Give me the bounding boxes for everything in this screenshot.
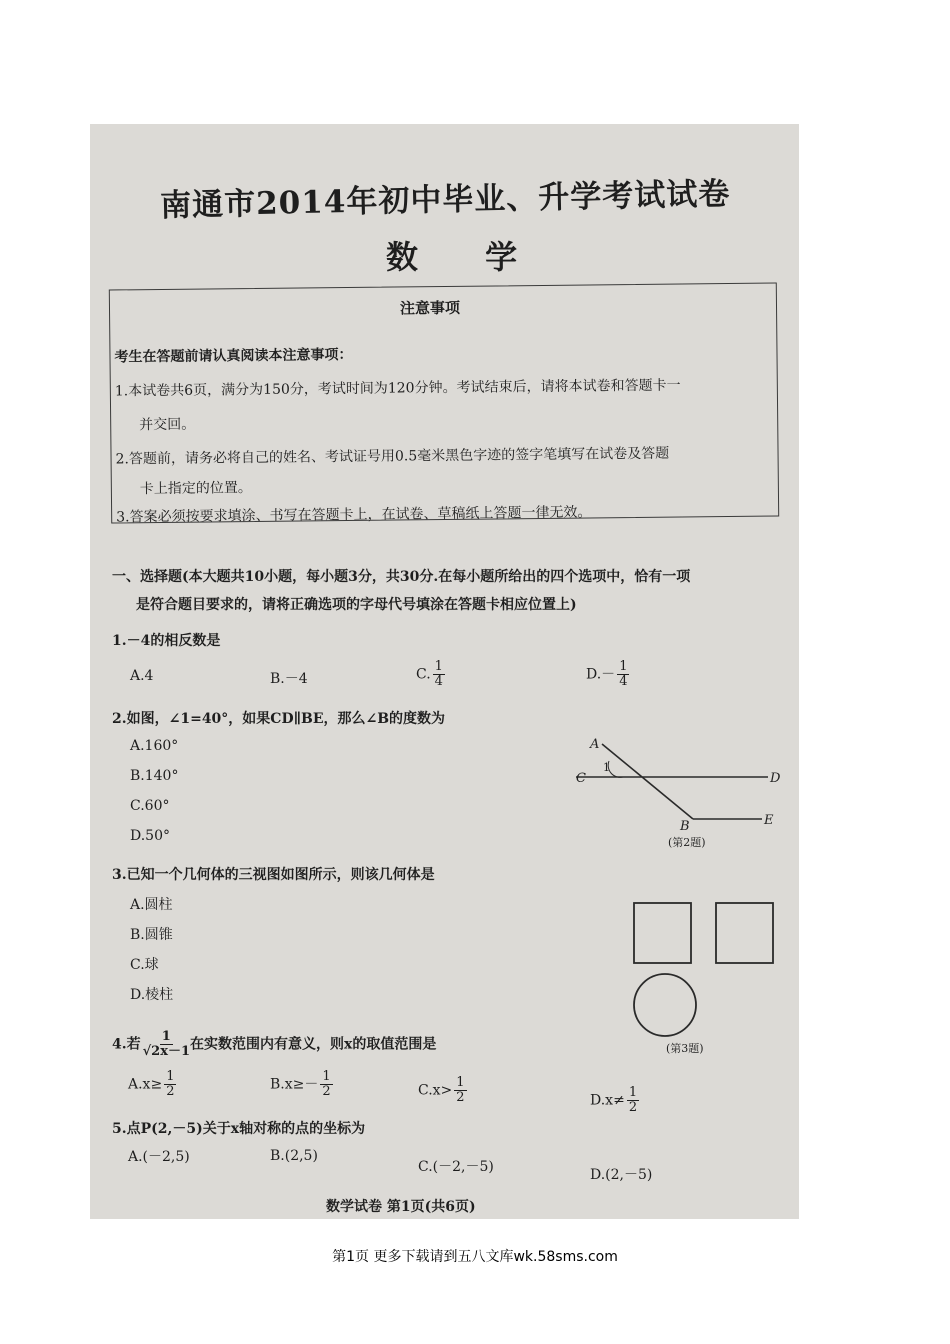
q3-option-c: C.球 <box>130 957 159 973</box>
q4-d-numerator: 1 <box>628 1085 638 1100</box>
q2-option-d: D.50° <box>130 828 170 844</box>
q1-stem: 1.－4的相反数是 <box>112 633 221 649</box>
q1-option-c-label: C. <box>416 666 431 683</box>
q4-option-b-fraction <box>320 1070 332 1099</box>
q4-option-d-label: D.x≠ <box>590 1092 625 1109</box>
q2-option-b: B.140° <box>130 768 179 784</box>
q4-stem-suffix: 在实数范围内有意义，则x的取值范围是 <box>190 1036 437 1053</box>
q4-option-c-fraction <box>454 1076 466 1105</box>
exam-page-footer: 数学试卷 第1页(共6页) <box>326 1199 476 1215</box>
q5-option-c: C.(－2,－5) <box>418 1159 494 1175</box>
q2-option-a: A.160° <box>130 738 179 754</box>
notice-heading: 注意事项 <box>399 298 461 318</box>
q4-b-denominator: 2 <box>322 1084 331 1099</box>
q1-option-c-fraction <box>433 660 445 689</box>
q1-option-d <box>586 660 629 689</box>
notice-item-1: 1.本试卷共6页，满分为150分，考试时间为120分钟。考试结束后，请将本试卷和答题卡一 <box>114 377 681 400</box>
front-view-square <box>634 903 691 963</box>
section-1-line-1: 一、选择题(本大题共10小题，每小题3分，共30分.在每小题所给出的四个选项中，恰有一项 <box>112 569 691 585</box>
notice-item-3: 3.答案必须按要求填涂、书写在答题卡上，在试卷、草稿纸上答题一律无效。 <box>116 504 592 526</box>
point-b-label: B <box>680 819 690 834</box>
q4-option-c <box>418 1076 467 1105</box>
q4-d-denominator: 2 <box>628 1100 638 1115</box>
q4-option-b-label: B.x≥－ <box>270 1076 319 1093</box>
q1-d-numerator: 1 <box>619 659 628 674</box>
line-ab <box>602 744 693 819</box>
q2-figure-caption: (第2题) <box>668 836 706 849</box>
q4-option-a-fraction <box>164 1070 176 1099</box>
q4-stem-denominator: √2x－1 <box>142 1044 191 1059</box>
notice-item-1-cont: 并交回。 <box>139 416 196 434</box>
exam-subject: 数 学 <box>386 238 546 276</box>
notice-intro: 考生在答题前请认真阅读本注意事项： <box>114 346 353 366</box>
notice-box <box>109 283 779 524</box>
q4-a-denominator: 2 <box>166 1084 175 1099</box>
q3-stem: 3.已知一个几何体的三视图如图所示，则该几何体是 <box>112 867 435 883</box>
q2-stem: 2.如图，∠1=40°，如果CD∥BE，那么∠B的度数为 <box>112 711 446 727</box>
q4-stem-numerator: 1 <box>161 1029 171 1044</box>
point-d-label: D <box>770 771 781 786</box>
q5-option-d: D.(2,－5) <box>590 1167 653 1183</box>
q5-option-a: A.(－2,5) <box>128 1149 190 1165</box>
q4-c-numerator: 1 <box>456 1075 465 1090</box>
q4-option-c-label: C.x> <box>418 1082 453 1099</box>
side-view-square <box>716 903 773 963</box>
notice-item-2: 2.答题前，请务必将自己的姓名、考试证号用0.5毫米黑色字迹的签字笔填写在试卷及答题 <box>115 445 670 468</box>
section-1-line-2: 是符合题目要求的，请将正确选项的字母代号填涂在答题卡相应位置上) <box>136 597 577 613</box>
q1-c-numerator: 1 <box>434 659 443 674</box>
q1-option-a: A.4 <box>130 668 154 684</box>
point-e-label: E <box>764 813 774 828</box>
q4-option-a <box>128 1070 176 1099</box>
q4-b-numerator: 1 <box>322 1069 331 1084</box>
q2-option-c: C.60° <box>130 798 170 814</box>
q1-option-c <box>416 660 445 689</box>
q1-c-denominator: 4 <box>434 674 443 689</box>
q3-option-a: A.圆柱 <box>130 897 173 913</box>
q4-option-a-label: A.x≥ <box>128 1076 163 1093</box>
q1-option-d-fraction <box>617 660 629 689</box>
q4-c-denominator: 2 <box>456 1090 465 1105</box>
q3-option-b: B.圆锥 <box>130 927 173 943</box>
point-a-label: A <box>590 737 600 752</box>
q1-d-denominator: 4 <box>619 674 628 689</box>
q4-stem <box>112 1030 436 1059</box>
q1-option-d-label: D.－ <box>586 666 616 683</box>
exam-title: 南通市2014年初中毕业、升学考试试卷 <box>159 176 731 224</box>
top-view-circle <box>634 974 696 1036</box>
q3-figure <box>630 899 780 1059</box>
point-c-label: C <box>576 771 586 786</box>
q4-option-d <box>590 1086 639 1115</box>
q4-a-numerator: 1 <box>166 1069 175 1084</box>
q3-option-d: D.棱柱 <box>130 987 174 1003</box>
notice-item-2-cont: 卡上指定的位置。 <box>139 480 252 498</box>
angle-1-arc <box>608 761 623 777</box>
q4-stem-fraction <box>143 1030 190 1059</box>
q4-stem-prefix: 4.若 <box>112 1036 141 1053</box>
q3-figure-caption: (第3题) <box>666 1042 704 1055</box>
q4-option-b <box>270 1070 333 1099</box>
angle-1-label: 1 <box>603 761 610 774</box>
q5-stem: 5.点P(2,－5)关于x轴对称的点的坐标为 <box>112 1121 366 1137</box>
q2-figure <box>576 734 786 854</box>
q5-option-b: B.(2,5) <box>270 1148 318 1164</box>
q1-option-b: B.－4 <box>270 671 308 687</box>
exam-photo <box>90 124 799 1219</box>
q4-option-d-fraction <box>627 1086 639 1115</box>
download-caption: 第1页 更多下载请到五八文库wk.58sms.com <box>332 1249 618 1265</box>
